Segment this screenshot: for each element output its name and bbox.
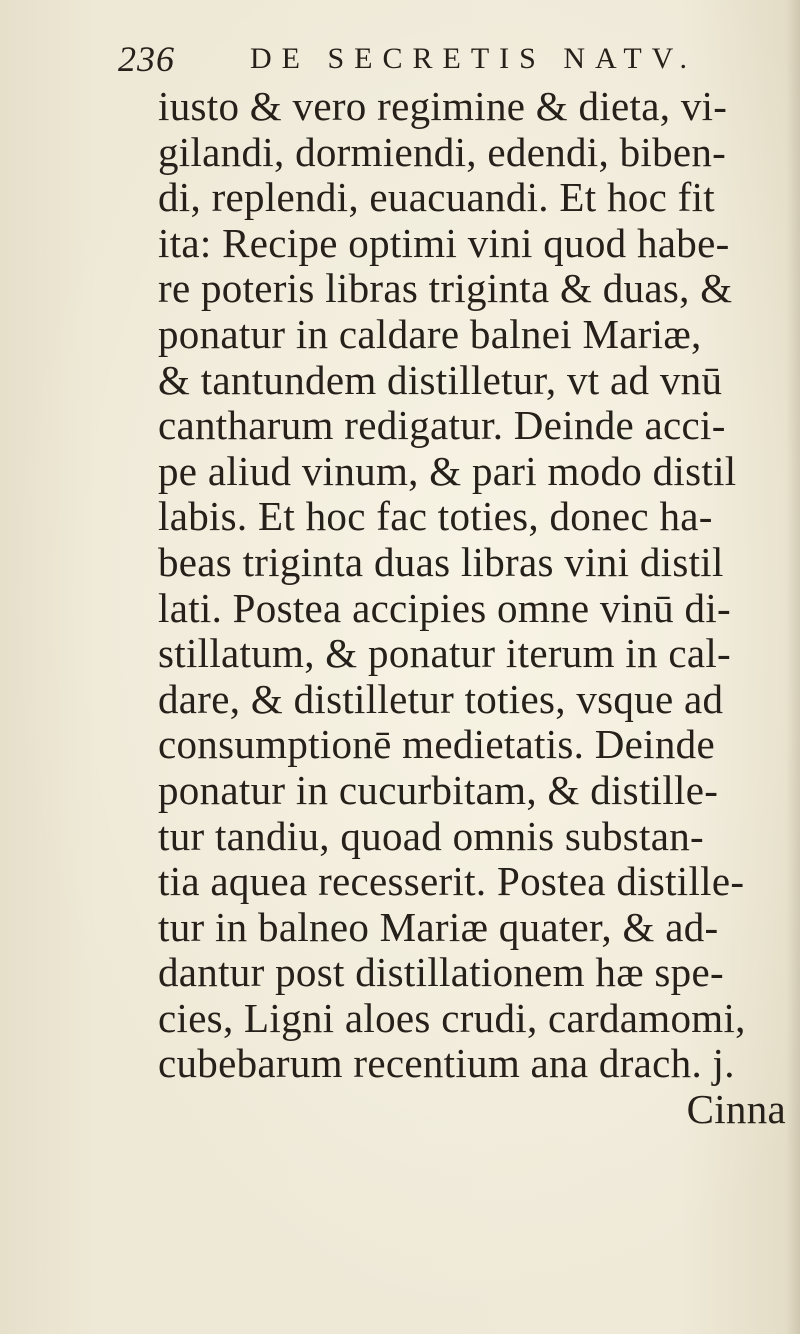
text-line: iusto & vero regimine & dieta, vi- [158, 83, 728, 129]
text-line: & tantundem distilletur, vt ad vnū [158, 356, 723, 403]
text-line: di, replendi, euacuandi. Et hoc fit [158, 174, 715, 221]
text-line: stillatum, & ponatur iterum in cal- [158, 630, 731, 677]
text-line: lati. Postea accipies omne vinū di- [158, 584, 731, 631]
text-line: ponatur in caldare balnei Mariæ, [158, 310, 702, 357]
text-line: ita: Recipe optimi vini quod habe- [158, 219, 730, 266]
text-line: dare, & distilletur toties, vsque ad [158, 675, 724, 722]
page-number: 236 [118, 39, 175, 79]
text-line: labis. Et hoc fac toties, donec ha- [158, 493, 713, 540]
text-line: gilandi, dormiendi, edendi, biben- [158, 128, 727, 175]
text-line: pe aliud vinum, & pari modo distil [158, 447, 737, 494]
text-line: ponatur in cucurbitam, & distille- [158, 766, 719, 813]
text-line: consumptionē medietatis. Deinde [158, 721, 715, 768]
text-line: tia aquea recesserit. Postea distille- [158, 858, 745, 905]
catchword: Cinna [686, 1086, 786, 1133]
page-header [118, 38, 718, 84]
text-line: cies, Ligni aloes crudi, cardamomi, [158, 994, 746, 1041]
body-text [158, 84, 794, 1133]
text-line: tur tandiu, quoad omnis substan- [158, 812, 704, 859]
text-line: cubebarum recentium ana drach. j. [158, 1040, 735, 1087]
running-head: DE SECRETIS NATV. [250, 42, 697, 75]
text-line: re poteris libras triginta & duas, & [158, 265, 733, 312]
text-line: cantharum redigatur. Deinde acci- [158, 402, 726, 449]
text-line: beas triginta duas libras vini distil [158, 538, 724, 585]
text-line: dantur post distillationem hæ spe- [158, 949, 724, 996]
text-line: tur in balneo Mariæ quater, & ad- [158, 903, 719, 950]
